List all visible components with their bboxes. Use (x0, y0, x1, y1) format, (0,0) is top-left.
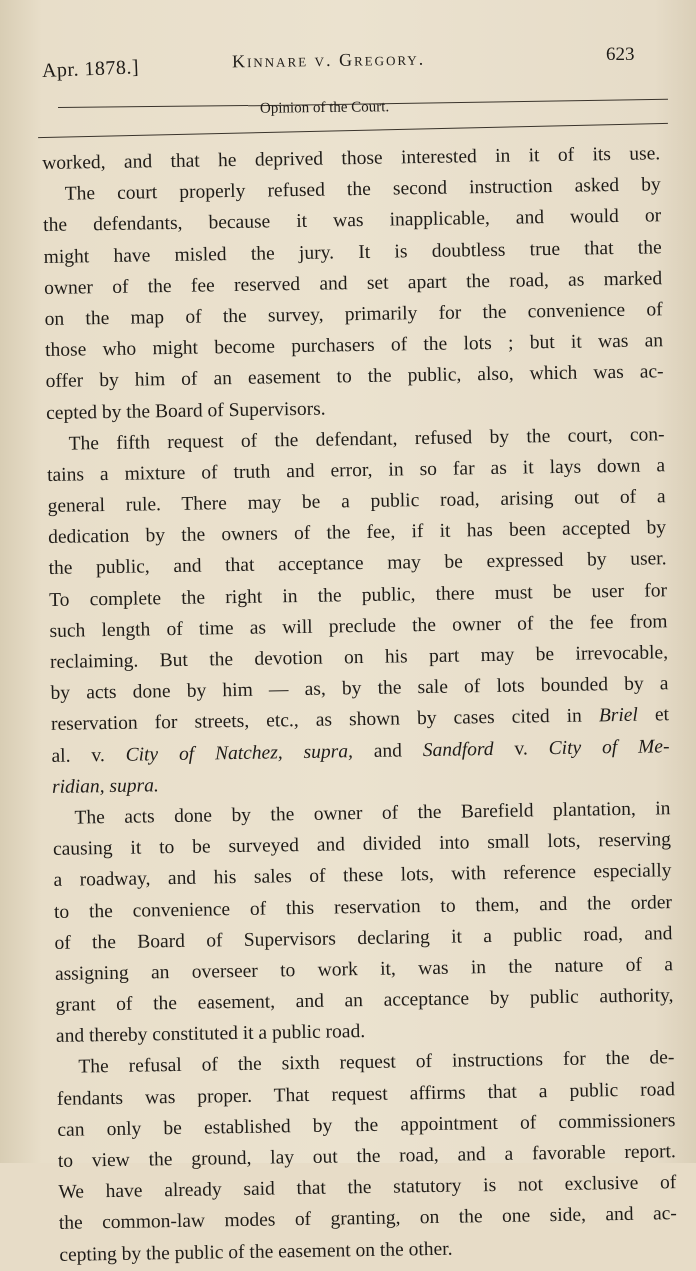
text-line: We have already said that the statutory is not exclusive of (58, 1172, 677, 1204)
section-heading-area (38, 96, 658, 136)
text-line: worked, and that he deprived those interested in it of its use. (42, 143, 661, 174)
text-line: on the map of the survey, primarily for the convenience of (44, 299, 663, 330)
text-line: such length of time as will preclude the owner of the fee from (49, 611, 668, 642)
text-line: fendants was proper. That request affirms that a public road (56, 1078, 676, 1110)
citation-et: et (654, 704, 670, 726)
header-rule-bottom (38, 123, 668, 138)
text-line: offer by him of an easement to the public, also, which was ac- (45, 361, 664, 393)
page-number: 623 (606, 44, 635, 65)
citation-sandford: Sandford (422, 738, 494, 761)
text-line: The acts done by the owner of the Barefield plantation, in (74, 798, 671, 829)
text-fragment-and: and (373, 739, 403, 762)
text-line: the common-law modes of granting, on the one side, and ac- (58, 1203, 677, 1235)
text-line: cepted by the Board of Supervisors. (45, 398, 326, 424)
text-line: might have misled the jury. It is doubtless true that the (43, 236, 662, 268)
text-line: assigning an overseer to work it, was in the nature of a (54, 954, 674, 985)
text-line: dedication by the owners of the fee, if it has been accepted by (47, 517, 667, 549)
text-line: can only be established by the appointment of commissioners (57, 1109, 676, 1141)
citation-briel: Briel (598, 705, 639, 727)
text-line: The fifth request of the defendant, refused by the court, con- (68, 423, 665, 455)
text-line: by acts done by him — as, by the sale of lots bounded by a (50, 673, 669, 705)
section-heading: Opinion of the Court. (259, 99, 390, 117)
text-line: those who might become purchasers of the lots ; but it was an (45, 330, 664, 362)
text-line: causing it to be surveyed and divided into small lots, reserving (52, 829, 672, 861)
opinion-text (42, 138, 678, 1270)
citation-supra: supra, (303, 740, 354, 763)
text-line: a roadway, and his sales of these lots, with reference especially (53, 860, 672, 892)
text-line: ridian, supra. (51, 774, 159, 798)
running-header (38, 44, 658, 84)
text-line: grant of the easement, and an acceptance by public authority, (55, 985, 674, 1016)
text-line: tains a mixture of truth and error, in so far as it lays down a (46, 455, 666, 486)
text-line: and thereby constituted it a public road. (55, 1021, 366, 1048)
header-date: Apr. 1878.] (41, 56, 140, 82)
text-line: The court properly refused the second instruction asked by (64, 174, 661, 205)
citation-city-of-meridian: City of Me- (548, 735, 670, 759)
citation-city-of-natchez: City of Natchez, (125, 741, 283, 766)
text-line: reclaiming. But the devotion on his part may be irrevocable, (49, 642, 669, 673)
text-fragment-v: v. (514, 738, 528, 760)
text-line: the defendants, because it was inapplicable, and would or (43, 205, 662, 237)
text-line: The refusal of the sixth request of instructions for the de- (78, 1047, 675, 1078)
text-fragment: reservation for streets, etc., as shown by cases cited in (50, 705, 582, 736)
text-line: cepting by the public of the easement on the other. (59, 1238, 453, 1266)
text-line: to the convenience of this reservation to them, and the order (53, 891, 673, 923)
header-rule-left (58, 105, 248, 108)
text-line: the public, and that acceptance may be expressed by user. (48, 548, 667, 580)
text-line: owner of the fee reserved and set apart the road, as marked (44, 268, 663, 299)
text-fragment: al. v. (51, 744, 105, 767)
header-case-title: Kinnare v. Gregory. (231, 48, 426, 72)
text-line: of the Board of Supervisors declaring it a public road, and (54, 922, 673, 954)
text-line: To complete the right in the public, there must be user for (48, 579, 668, 611)
text-line: to view the ground, lay out the road, and a favorable report. (57, 1141, 677, 1172)
text-line: general rule. There may be a public road, arising out of a (47, 486, 666, 518)
